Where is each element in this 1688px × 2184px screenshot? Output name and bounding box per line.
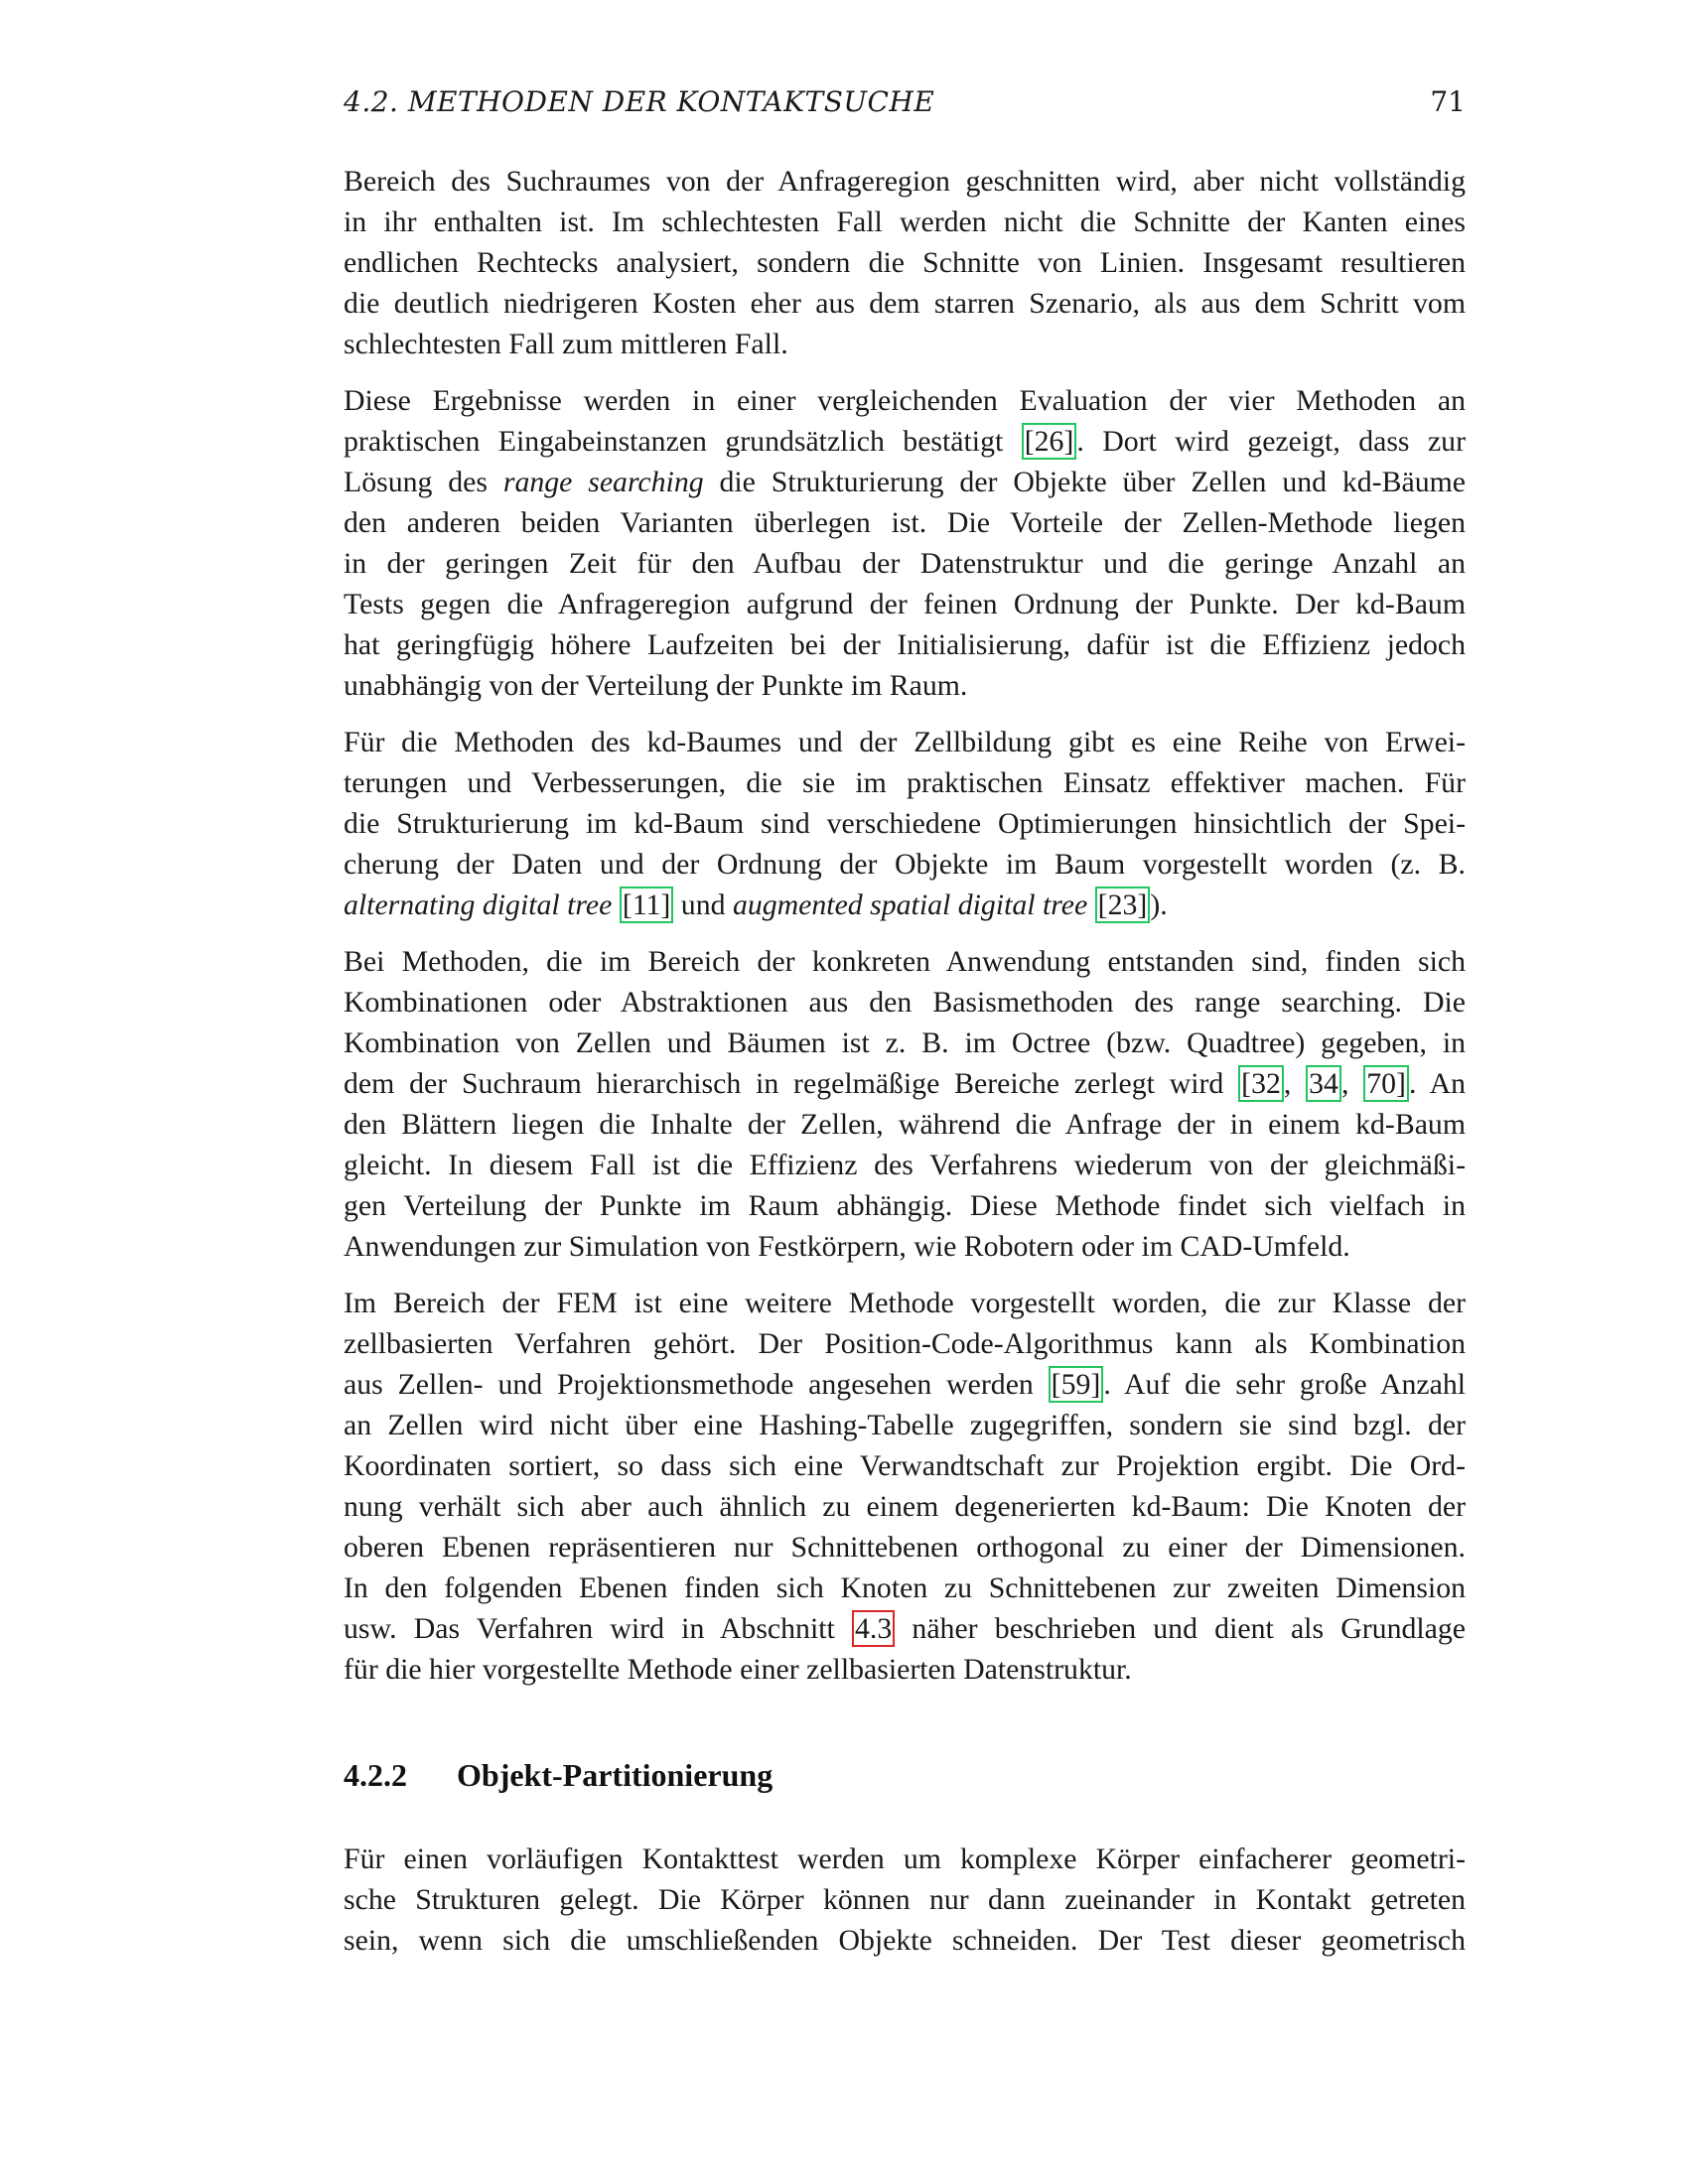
page-number: 71 — [1430, 85, 1466, 118]
text-line — [344, 1608, 1466, 1649]
citation-link-26[interactable]: [26] — [1022, 423, 1077, 460]
citation-link-59[interactable]: [59] — [1049, 1366, 1104, 1403]
text-line: Anwendungen zur Simulation von Festkörpern, wie Robotern oder im CAD-Umfeld. — [344, 1230, 1350, 1263]
text-line: gleicht. In diesem Fall ist die Effizienz des Verfahrens wiederum von der gleichmäßi- — [344, 1149, 1466, 1181]
text-span: . Auf die sehr große Anzahl — [1103, 1368, 1467, 1401]
text-span: aus Zellen- und Projektionsmethode angesehen werden — [344, 1368, 1049, 1401]
text-line: Tests gegen die Anfrageregion aufgrund der feinen Ordnung der Punkte. Der kd-Baum — [344, 588, 1466, 620]
text-line: cherung der Daten und der Ordnung der Objekte im Baum vorgestellt worden (z. B. — [344, 848, 1466, 881]
section-heading — [344, 1757, 773, 1794]
text-line: terungen und Verbesserungen, die sie im praktischen Einsatz effektiver machen. Für — [344, 766, 1466, 799]
text-line: hat geringfügig höhere Laufzeiten bei der Initialisierung, dafür ist die Effizienz jedoch — [344, 628, 1466, 661]
citation-link-70[interactable]: 70] — [1363, 1065, 1409, 1102]
citation-link-34[interactable]: 34 — [1306, 1065, 1341, 1102]
citation-link-23[interactable]: [23] — [1095, 887, 1151, 923]
text-line: Diese Ergebnisse werden in einer vergleichenden Evaluation der vier Methoden an — [344, 384, 1466, 417]
text-line: endlichen Rechtecks analysiert, sondern die Schnitte von Linien. Insgesamt resultieren — [344, 246, 1466, 279]
paragraph-2 — [344, 380, 1466, 706]
text-line: Bereich des Suchraumes von der Anfrageregion geschnitten wird, aber nicht vollständig — [344, 165, 1466, 198]
paragraph-3 — [344, 722, 1466, 925]
text-span: usw. Das Verfahren wird in Abschnitt — [344, 1612, 852, 1645]
text-line: die Strukturierung im kd-Baum sind verschiedene Optimierungen hinsichtlich der Spei- — [344, 807, 1466, 840]
section-title: Objekt-Partitionierung — [457, 1757, 774, 1793]
text-line: sein, wenn sich die umschließenden Objekte schneiden. Der Test dieser geometrisch — [344, 1924, 1466, 1957]
text-span: dem der Suchraum hierarchisch in regelmäßige Bereiche zerlegt wird — [344, 1067, 1239, 1100]
text-line — [344, 462, 1466, 502]
text-line: für die hier vorgestellte Methode einer zellbasierten Datenstruktur. — [344, 1653, 1132, 1686]
text-line: den anderen beiden Varianten überlegen ist. Die Vorteile der Zellen-Methode liegen — [344, 506, 1466, 539]
text-line: oberen Ebenen repräsentieren nur Schnittebenen orthogonal zu einer der Dimensionen. — [344, 1531, 1466, 1564]
text-line: dem der Suchraum hierarchisch in regelmäßige Bereiche zerlegt wird [32 , 34 , 70] . An — [344, 1067, 1467, 1100]
running-header — [344, 85, 1466, 129]
text-span: und — [673, 888, 733, 921]
text-line: Für einen vorläufigen Kontakttest werden um komplexe Körper einfacherer geometri- — [344, 1843, 1466, 1875]
text-line — [344, 885, 1466, 925]
paragraph-4 — [344, 941, 1466, 1267]
text-line: schlechtesten Fall zum mittleren Fall. — [344, 328, 788, 360]
italic-term: augmented spatial digital tree — [732, 888, 1088, 921]
text-line — [344, 1364, 1466, 1405]
italic-term: alternating digital tree — [344, 888, 613, 921]
text-line: in ihr enthalten ist. Im schlechtesten Fall werden nicht die Schnitte der Kanten eines — [344, 205, 1466, 238]
text-span: . An — [1408, 1067, 1467, 1100]
text-line: Koordinaten sortiert, so dass sich eine Verwandtschaft zur Projektion ergibt. Die Ord- — [344, 1449, 1466, 1482]
text-line: Kombination von Zellen und Bäumen ist z. B. im Octree (bzw. Quadtree) gegeben, in — [344, 1026, 1466, 1059]
paragraph-5 — [344, 1283, 1466, 1690]
running-header-title: 4.2. METHODEN DER KONTAKTSUCHE — [344, 85, 935, 118]
body-text — [344, 161, 1466, 1706]
text-line: nung verhält sich aber auch ähnlich zu einem degenerierten kd-Baum: Die Knoten der — [344, 1490, 1466, 1523]
citation-link-32[interactable]: [32 — [1238, 1065, 1284, 1102]
paragraph-1 — [344, 161, 1466, 364]
section-link-4-3[interactable]: 4.3 — [852, 1610, 895, 1647]
text-line: unabhängig von der Verteilung der Punkte im Raum. — [344, 669, 968, 702]
text-line: Bei Methoden, die im Bereich der konkreten Anwendung entstanden sind, finden sich — [344, 945, 1466, 978]
citation-link-11[interactable]: [11] — [620, 887, 674, 923]
text-line: in der geringen Zeit für den Aufbau der Datenstruktur und die geringe Anzahl an — [344, 547, 1466, 580]
text-line: sche Strukturen gelegt. Die Körper können nur dann zueinander in Kontakt getreten — [344, 1883, 1466, 1916]
text-span: ). — [1150, 888, 1168, 921]
section-number: 4.2.2 — [344, 1757, 407, 1793]
text-span: praktischen Eingabeinstanzen grundsätzlich bestätigt — [344, 425, 1022, 458]
text-line — [344, 421, 1466, 462]
text-line: an Zellen wird nicht über eine Hashing-Tabelle zugegriffen, sondern sie sind bzgl. der — [344, 1409, 1466, 1441]
text-line: zellbasierten Verfahren gehört. Der Position-Code-Algorithmus kann als Kombination — [344, 1327, 1466, 1360]
text-line: In den folgenden Ebenen finden sich Knoten zu Schnittebenen zur zweiten Dimension — [344, 1571, 1466, 1604]
text-line: den Blättern liegen die Inhalte der Zellen, während die Anfrage der in einem kd-Baum — [344, 1108, 1466, 1141]
text-line: Kombinationen oder Abstraktionen aus den Basismethoden des range searching. Die — [344, 986, 1466, 1019]
text-line: gen Verteilung der Punkte im Raum abhängig. Diese Methode findet sich vielfach in — [344, 1189, 1466, 1222]
text-line: Für die Methoden des kd-Baumes und der Zellbildung gibt es eine Reihe von Erwei- — [344, 726, 1466, 758]
text-line: Im Bereich der FEM ist eine weitere Methode vorgestellt worden, die zur Klasse der — [344, 1287, 1466, 1319]
italic-term: range searching — [502, 466, 704, 498]
paragraph-6 — [344, 1839, 1466, 1961]
section-body-text — [344, 1839, 1466, 1977]
text-span: näher beschrieben und dient als Grundlage — [895, 1612, 1467, 1645]
text-span: . Dort wird gezeigt, dass zur — [1076, 425, 1466, 458]
text-line: die deutlich niedrigeren Kosten eher aus dem starren Szenario, als aus dem Schritt vom — [344, 287, 1466, 320]
text-span: Lösung des — [344, 466, 503, 498]
text-span: die Strukturierung der Objekte über Zellen und kd-Bäume — [703, 466, 1466, 498]
